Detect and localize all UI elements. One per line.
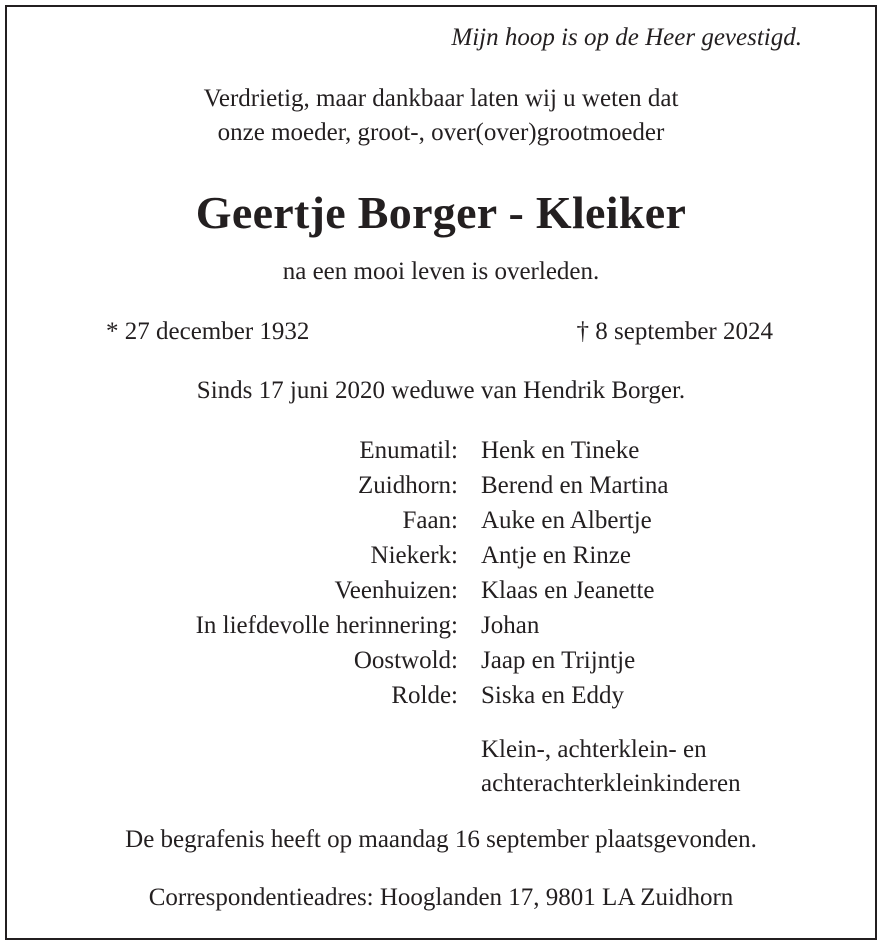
family-place: Faan: (402, 507, 458, 534)
subtitle: na een mooi leven is overleden. (282, 258, 600, 285)
family-row (0, 608, 882, 643)
family-names: Auke en Albertje (481, 507, 652, 534)
family-place: Zuidhorn: (358, 472, 458, 499)
family-row (0, 503, 882, 538)
family-row (0, 433, 882, 468)
funeral-note: De begrafenis heeft op maandag 16 september plaatsgevonden. (125, 826, 757, 853)
death-date: † 8 september 2024 (576, 318, 773, 345)
family-names: Henk en Tineke (481, 437, 640, 464)
family-row (0, 678, 882, 713)
grandchildren-line-2: achterachterkleinkinderen (481, 770, 741, 797)
family-place: Oostwold: (353, 647, 458, 674)
correspondence-address: Correspondentieadres: Hooglanden 17, 9801 LA Zuidhorn (148, 884, 734, 911)
grandchildren-line-1: Klein-, achterklein- en (481, 736, 707, 763)
family-place: Veenhuizen: (334, 577, 458, 604)
family-place: Rolde: (391, 682, 458, 709)
family-row (0, 468, 882, 503)
family-names: Jaap en Trijntje (481, 647, 636, 674)
birth-date: * 27 december 1932 (106, 318, 310, 345)
intro-line-2: onze moeder, groot-, over(over)grootmoeder (217, 119, 665, 146)
family-names: Klaas en Jeanette (481, 577, 655, 604)
intro-line-1: Verdrietig, maar dankbaar laten wij u weten dat (203, 85, 679, 112)
deceased-name: Geertje Borger - Kleiker (195, 187, 687, 238)
family-names: Antje en Rinze (481, 542, 631, 569)
family-place: Niekerk: (370, 542, 458, 569)
family-place: Enumatil: (359, 437, 458, 464)
family-row (0, 538, 882, 573)
family-names: Berend en Martina (481, 472, 669, 499)
widow-note: Sinds 17 juni 2020 weduwe van Hendrik Borger. (196, 377, 686, 404)
family-list (0, 433, 882, 713)
family-place: In liefdevolle herinnering: (195, 612, 458, 639)
family-row (0, 573, 882, 608)
family-names: Johan (481, 612, 540, 639)
intro-text (0, 82, 882, 150)
grandchildren (481, 733, 741, 801)
family-row (0, 643, 882, 678)
family-names: Siska en Eddy (481, 682, 625, 709)
motto: Mijn hoop is op de Heer gevestigd. (451, 24, 802, 51)
